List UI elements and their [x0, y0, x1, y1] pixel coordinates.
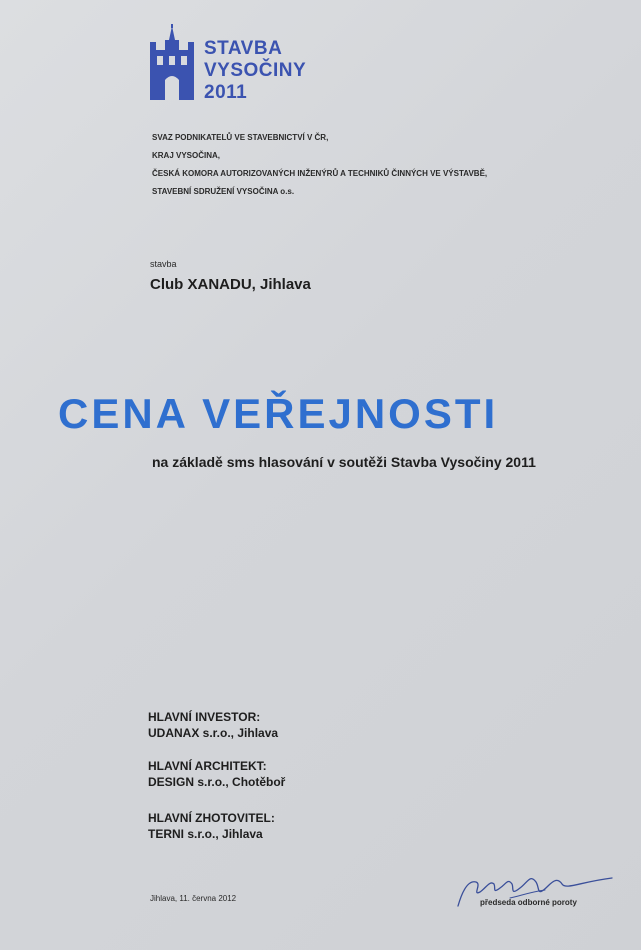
stavba-vysociny-logo	[148, 24, 318, 108]
building-name: Club XANADU, Jihlava	[150, 276, 311, 293]
role-title: HLAVNÍ ZHOTOVITEL:	[148, 811, 275, 825]
role-value: UDANAX s.r.o., Jihlava	[148, 726, 279, 740]
organizer-line: ČESKÁ KOMORA AUTORIZOVANÝCH INŽENÝRŮ A TECHNIKŮ ČINNÝCH VE VÝSTAVBĚ,	[152, 169, 488, 178]
award-subtitle: na základě sms hlasování v soutěži Stavba Vysočiny 2011	[152, 454, 536, 470]
signature-caption: předseda odborné poroty	[480, 898, 577, 907]
award-title: CENA VEŘEJNOSTI	[58, 390, 499, 437]
place-date: Jihlava, 11. června 2012	[150, 894, 237, 903]
organizer-line: KRAJ VYSOČINA,	[152, 151, 221, 160]
logo-line-2: VYSOČINY	[204, 60, 307, 81]
role-contractor	[148, 810, 275, 842]
role-title: HLAVNÍ ARCHITEKT:	[148, 759, 267, 773]
role-title: HLAVNÍ INVESTOR:	[148, 710, 261, 724]
role-value: DESIGN s.r.o., Chotěboř	[148, 775, 286, 789]
building-label: stavba	[150, 259, 177, 269]
logo-line-1: STAVBA	[204, 38, 283, 59]
role-investor	[148, 709, 278, 741]
organizer-line: STAVEBNÍ SDRUŽENÍ VYSOČINA o.s.	[152, 187, 295, 196]
castle-tower-icon	[148, 24, 198, 108]
role-value: TERNI s.r.o., Jihlava	[148, 827, 263, 841]
organizers-list	[152, 129, 487, 201]
logo-line-3: 2011	[204, 82, 248, 103]
role-architect	[148, 758, 285, 790]
organizer-line: SVAZ PODNIKATELŮ VE STAVEBNICTVÍ V ČR,	[152, 133, 329, 142]
logo-text	[204, 38, 306, 104]
